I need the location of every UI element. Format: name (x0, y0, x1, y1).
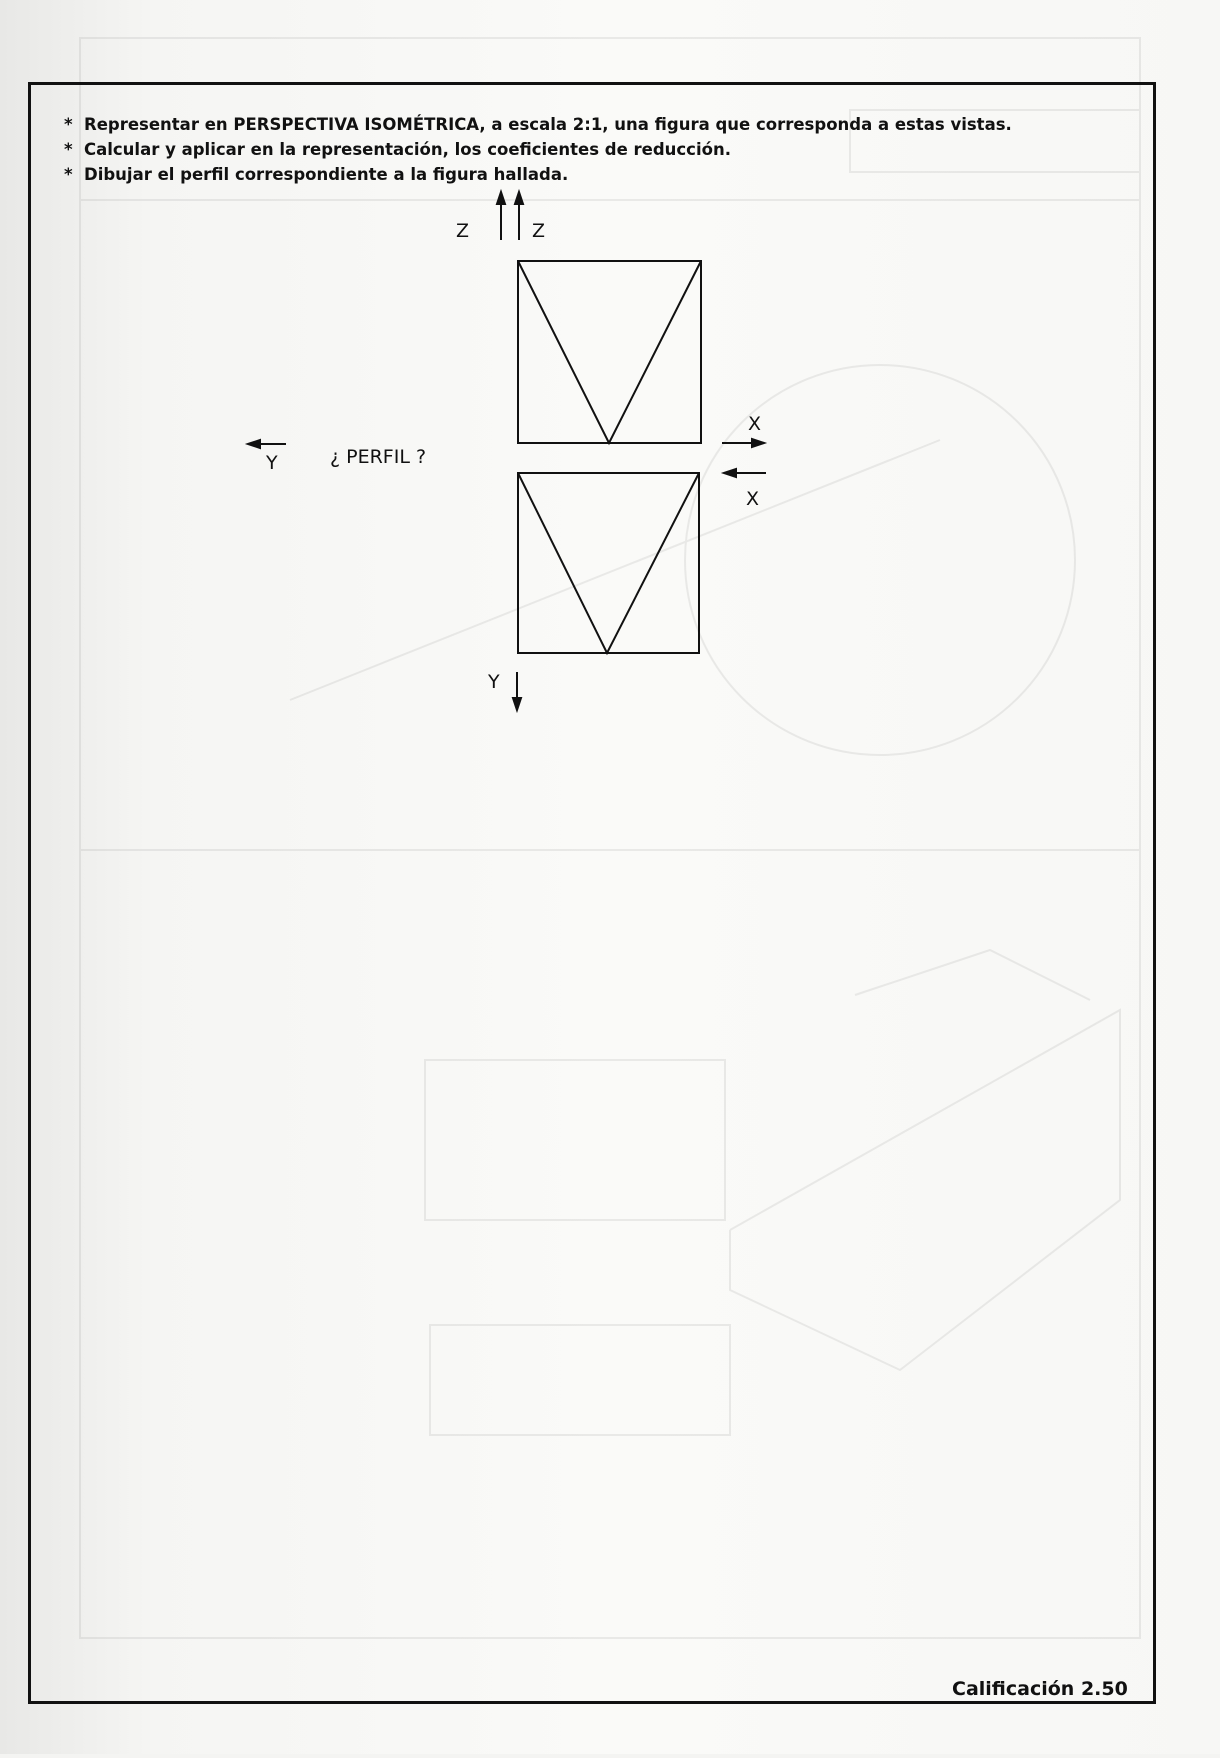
bullet-icon: * (64, 115, 73, 134)
z-right-label: Z (532, 220, 546, 242)
bullet-icon: * (64, 140, 73, 159)
x-top-label: X (748, 413, 762, 435)
grade-value: 2.50 (1080, 1678, 1128, 1700)
y-bottom-label: Y (488, 671, 500, 693)
grade-label (952, 1678, 1128, 1700)
instruction-text: Representar en PERSPECTIVA ISOMÉTRICA, a escala 2:1, una figura que corresponda a estas vistas. (84, 115, 1012, 134)
instruction-text: Calcular y aplicar en la representación, los coeficientes de reducción. (84, 140, 731, 159)
bullet-icon: * (64, 165, 73, 184)
instruction-text: Dibujar el perfil correspondiente a la figura hallada. (84, 165, 569, 184)
elevation-view-v-edges (518, 261, 701, 443)
z-left-label: Z (456, 220, 470, 242)
y-bottom-arrowhead (513, 698, 521, 710)
y-left-label: Y (266, 452, 278, 474)
z-right-arrowhead (515, 192, 523, 204)
z-left-arrowhead (497, 192, 505, 204)
grade-text: Calificación (952, 1678, 1075, 1700)
x-bottom-arrowhead (724, 469, 736, 477)
y-left-arrowhead (248, 440, 260, 448)
profile-question-label: ¿ PERFIL ? (330, 446, 427, 468)
plan-view-v-edges (518, 473, 699, 653)
elevation-view-outline (518, 261, 701, 443)
plan-view-outline (518, 473, 699, 653)
x-top-arrowhead (752, 439, 764, 447)
x-bottom-label: X (746, 488, 760, 510)
